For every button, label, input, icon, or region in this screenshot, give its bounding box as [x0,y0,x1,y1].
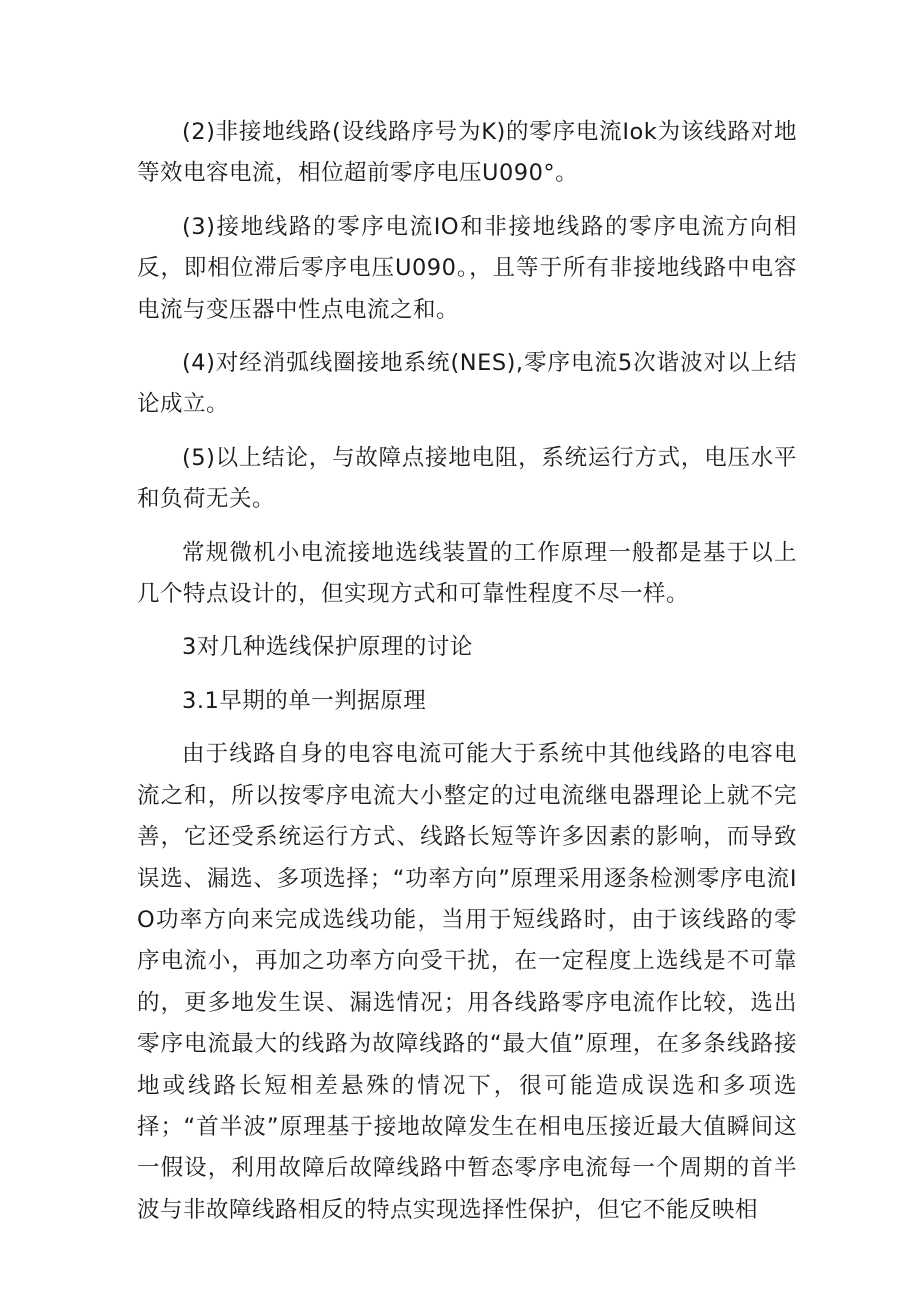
paragraph-discussion: 由于线路自身的电容电流可能大于系统中其他线路的电容电流之和，所以按零序电流大小整定的过电流继电器理论上就不完善，它还受系统运行方式、线路长短等许多因素的影响，而导致误选、漏选、多项选择；“功率方向”原理采用逐条检测零序电流IO功率方向来完成选线功能，当用于短线路时，由于该线路的零序电流小，再加之功率方向受干扰，在一定程度上选线是不可靠的，更多地发生误、漏选情况；用各线路零序电流作比较，选出零序电流最大的线路为故障线路的“最大值”原理，在多条线路接地或线路长短相差悬殊的情况下，很可能造成误选和多项选择；“首半波”原理基于接地故障发生在相电压接近最大值瞬间这一假设，利用故障后故障线路中暂态零序电流每一个周期的首半波与非故障线路相反的特点实现选择性保护，但它不能反映相 [137,741,797,1223]
paragraph-point-3: (3)接地线路的零序电流IO和非接地线路的零序电流方向相反，即相位滞后零序电压U090。，且等于所有非接地线路中电容电流与变压器中性点电流之和。 [137,213,797,323]
document-body [137,112,797,1243]
paragraph-summary: 常规微机小电流接地选线装置的工作原理一般都是基于以上几个特点设计的，但实现方式和可靠性程度不尽一样。 [137,539,797,608]
paragraph-point-4: (4)对经消弧线圈接地系统(NES),零序电流5次谐波对以上结论成立。 [137,350,797,418]
subsection-heading: 3.1早期的单一判据原理 [182,687,427,714]
paragraph-point-5: (5)以上结论，与故障点接地电阻，系统运行方式，电压水平和负荷无关。 [137,444,797,513]
section-heading: 3对几种选线保护原理的讨论 [182,634,473,661]
paragraph-point-2: (2)非接地线路(设线路序号为K)的零序电流Iok为该线路对地等效电容电流，相位超前零序电压U090°。 [137,119,797,187]
